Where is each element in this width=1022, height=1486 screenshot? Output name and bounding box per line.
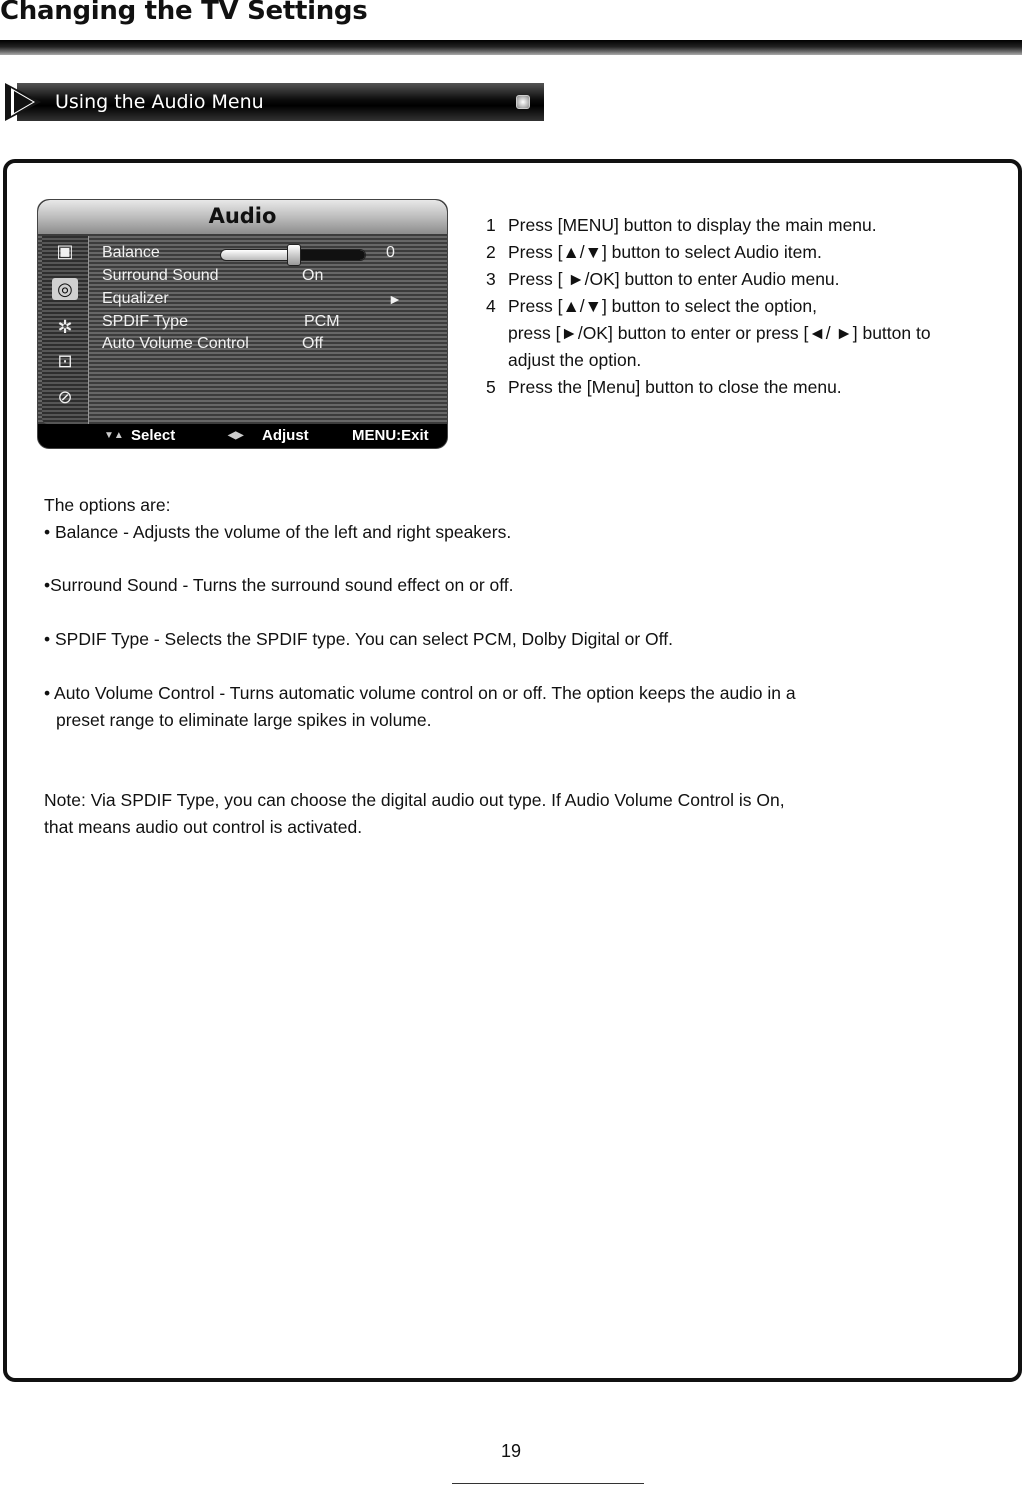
option-avc: • Auto Volume Control - Turns automatic volume control on or off. The option keeps the audio in a <box>44 683 796 703</box>
step-number: 3 <box>486 269 496 289</box>
menu-row-avc <box>102 333 442 355</box>
menu-row-balance <box>102 242 442 264</box>
option-spdif: • SPDIF Type - Selects the SPDIF type. You can select PCM, Dolby Digital or Off. <box>44 629 673 649</box>
note-line-2: that means audio out control is activated. <box>44 817 363 837</box>
setup-icon: ✲ <box>57 316 73 338</box>
square-button-icon <box>516 95 530 109</box>
lock-icon: ⊡ <box>57 350 73 372</box>
step-number: 1 <box>486 215 496 235</box>
menu-footer <box>38 424 447 448</box>
menu-row-value: Off <box>302 335 324 352</box>
chevron-right-icon-core <box>14 91 33 113</box>
submenu-arrow-icon: ► <box>388 291 402 307</box>
menu-row-value: On <box>302 267 324 284</box>
note-line-1: Note: Via SPDIF Type, you can choose the digital audio out type. If Audio Volume Control is On, <box>44 790 785 810</box>
step-2 <box>486 239 1006 266</box>
footer-rule <box>452 1483 644 1484</box>
left-right-arrows-icon: ◀▶ <box>228 430 244 441</box>
step-text: Press [MENU] button to display the main menu. <box>508 215 877 235</box>
menu-row-label: SPDIF Type <box>102 313 188 330</box>
option-surround: •Surround Sound - Turns the surround sound effect on or off. <box>44 575 514 595</box>
page-title: Changing the TV Settings <box>0 0 368 26</box>
up-down-arrows-icon: ▼▲ <box>104 430 124 441</box>
page-number: 19 <box>500 1441 522 1461</box>
audio-icon: ◎ <box>52 278 78 300</box>
step-text: press [►/OK] button to enter or press [◄/ ►] button to <box>508 323 931 343</box>
footer-select-label: Select <box>131 427 176 444</box>
menu-row-equalizer <box>102 288 442 310</box>
menu-row-label: Surround Sound <box>102 267 219 284</box>
title-rule <box>0 40 1022 55</box>
menu-row-value: 0 <box>386 244 395 261</box>
step-text: Press the [Menu] button to close the menu. <box>508 377 842 397</box>
menu-row-label: Auto Volume Control <box>102 335 249 352</box>
footer-exit-label: MENU:Exit <box>352 427 429 444</box>
menu-row-label: Balance <box>102 244 160 261</box>
step-text: adjust the option. <box>508 350 642 370</box>
step-1 <box>486 212 1006 239</box>
step-text: Press [▲/▼] button to select Audio item. <box>508 242 822 262</box>
slider-track-fill <box>293 250 365 260</box>
section-title: Using the Audio Menu <box>55 91 264 113</box>
slider-knob <box>287 244 301 266</box>
option-avc-continued: preset range to eliminate large spikes in volume. <box>56 710 432 730</box>
step-3 <box>486 266 1006 293</box>
menu-row-value: PCM <box>304 313 340 330</box>
menu-header <box>38 200 447 234</box>
menu-title: Audio <box>208 204 277 228</box>
step-number: 4 <box>486 296 496 316</box>
step-text: Press [ ►/OK] button to enter Audio menu. <box>508 269 840 289</box>
option-balance: • Balance - Adjusts the volume of the left and right speakers. <box>44 522 512 542</box>
menu-row-label: Equalizer <box>102 290 169 307</box>
step-text: Press [▲/▼] button to select the option, <box>508 296 817 316</box>
step-4 <box>486 293 1006 374</box>
step-number: 5 <box>486 377 496 397</box>
balance-slider <box>220 249 366 261</box>
menu-row-surround <box>102 265 442 287</box>
options-intro: The options are: <box>44 495 171 515</box>
menu-row-spdif <box>102 311 442 333</box>
satellite-icon: ⊘ <box>57 386 73 408</box>
menu-sidebar <box>42 236 89 424</box>
tv-icon: ▣ <box>56 240 74 262</box>
step-5 <box>486 374 1006 401</box>
section-banner <box>5 83 544 121</box>
step-number: 2 <box>486 242 496 262</box>
instruction-steps <box>486 212 1006 401</box>
audio-menu-screenshot <box>37 199 448 449</box>
footer-adjust-label: Adjust <box>262 427 309 444</box>
